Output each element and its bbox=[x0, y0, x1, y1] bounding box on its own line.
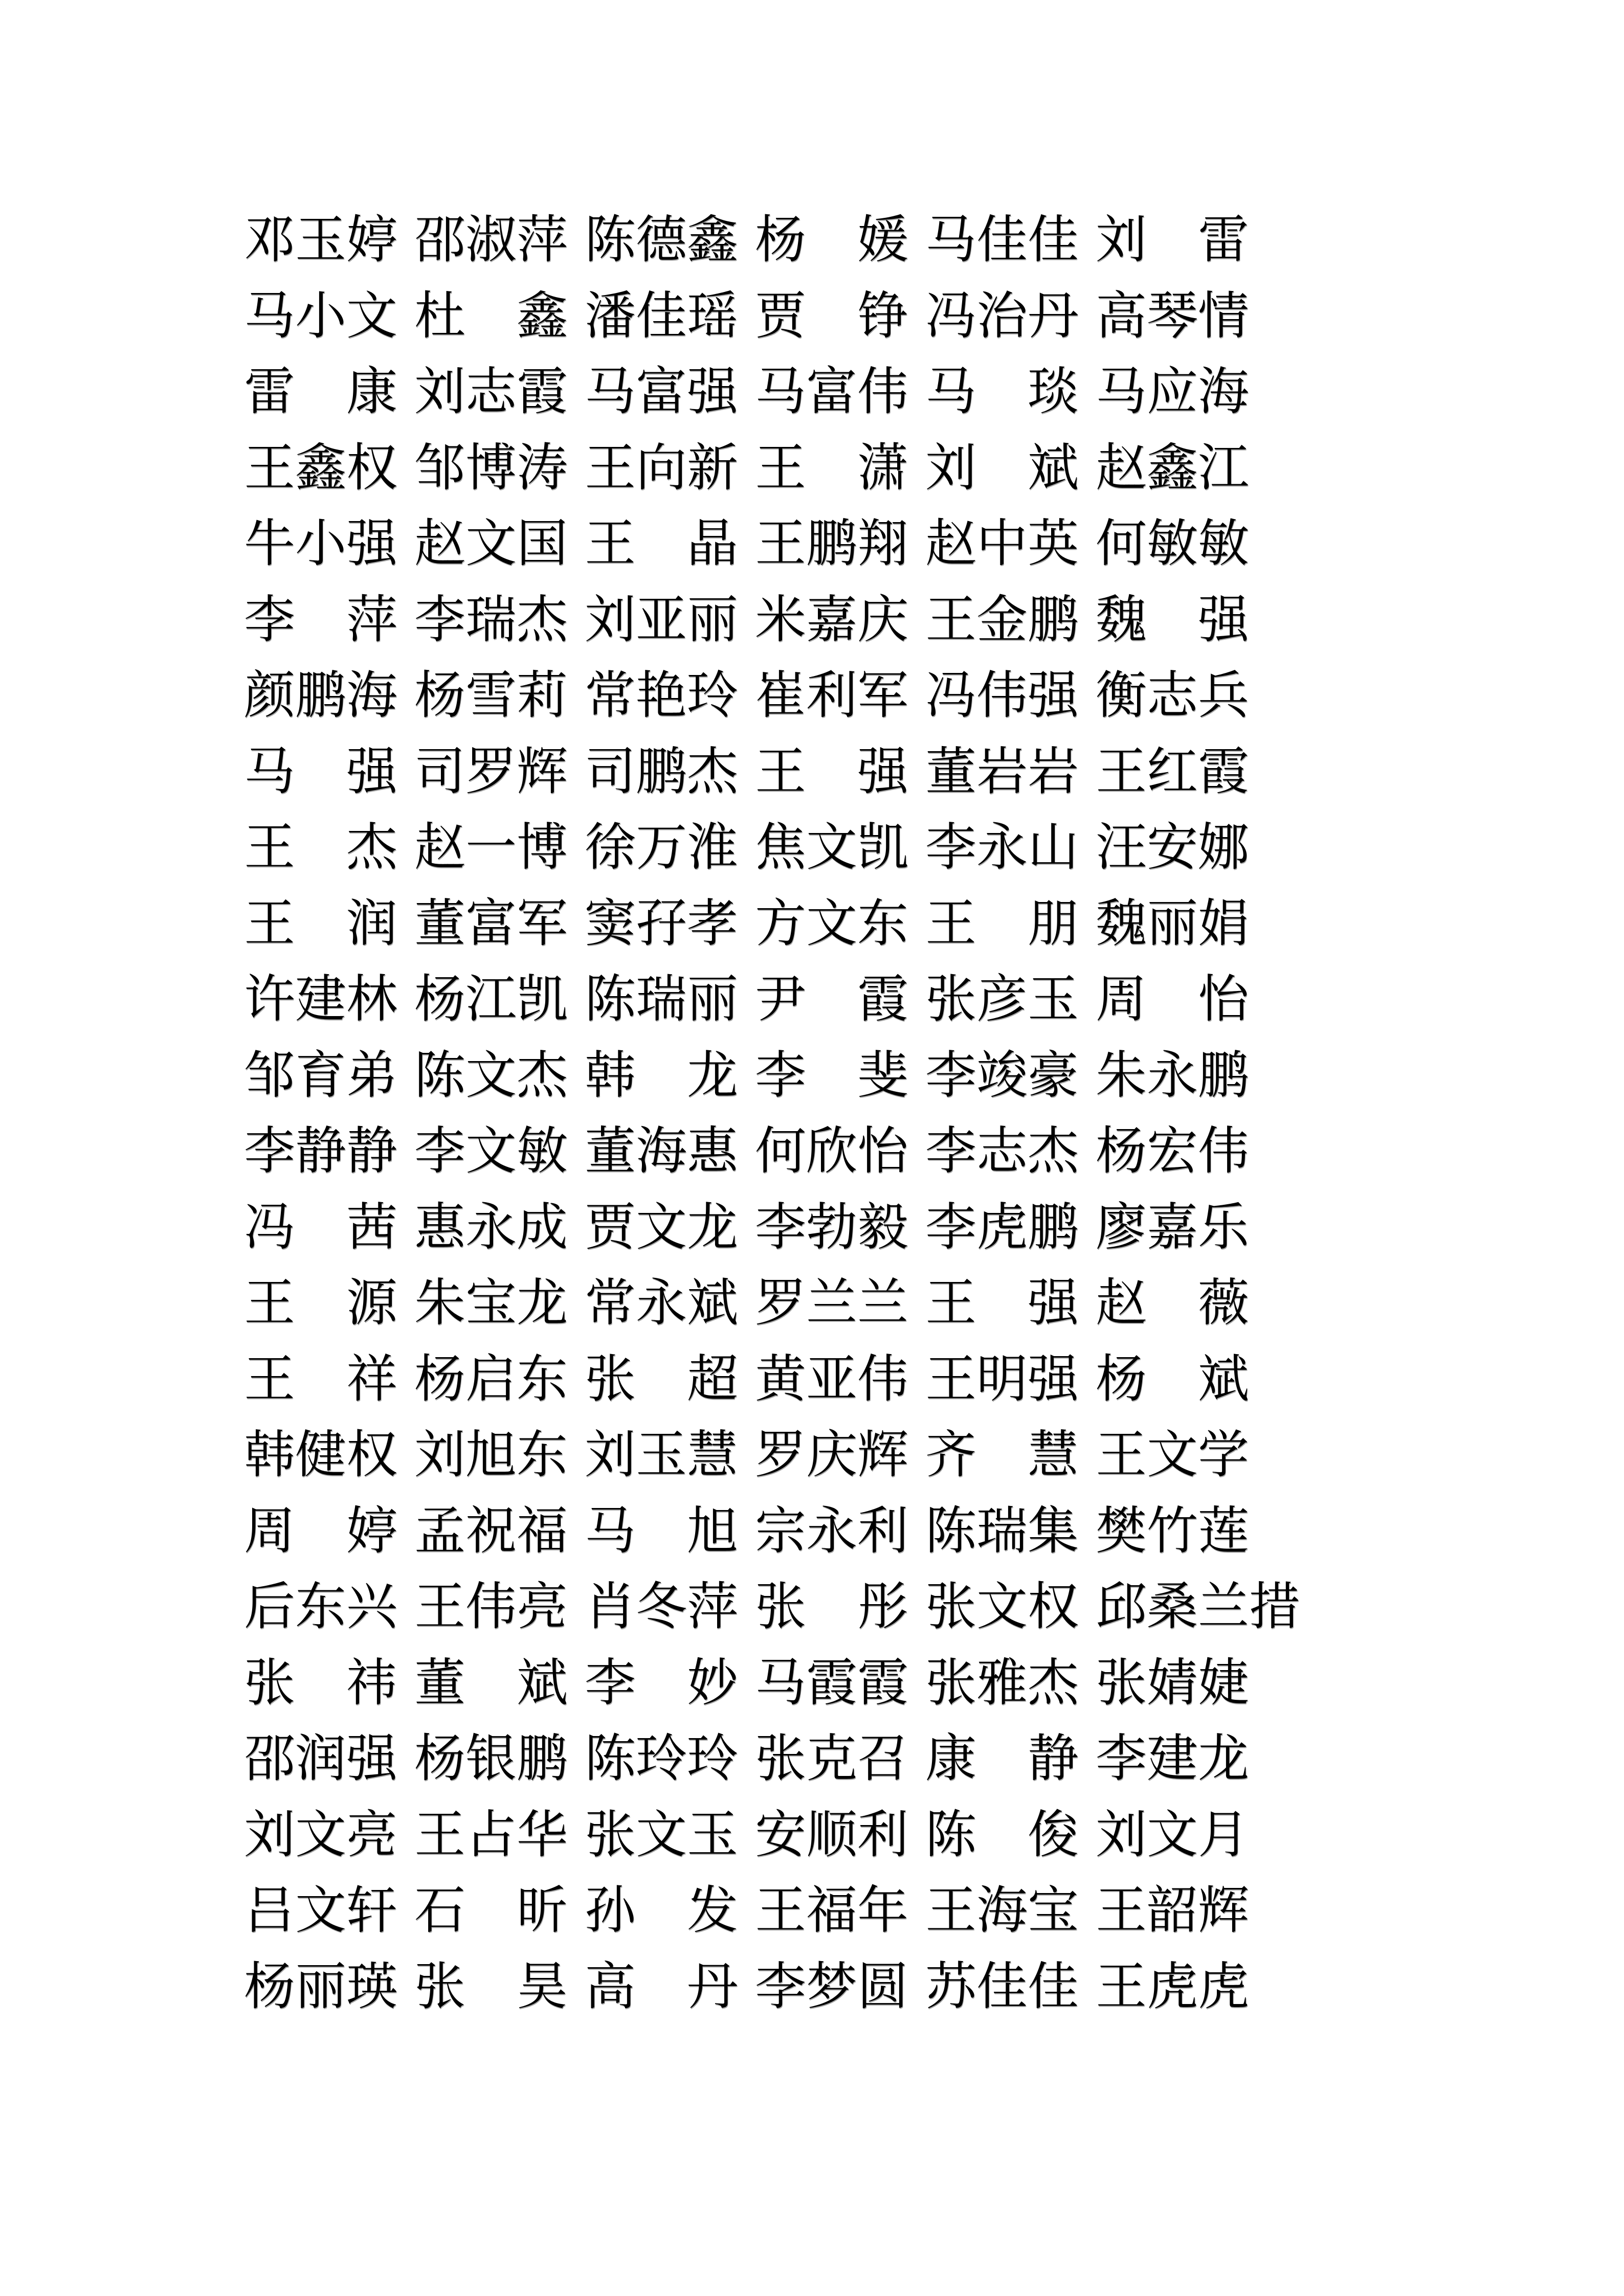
name-row bbox=[244, 1114, 1293, 1190]
person-name: 王 祥 bbox=[244, 1350, 397, 1408]
person-name: 周 婷 bbox=[244, 1502, 397, 1560]
name-row bbox=[244, 734, 1293, 811]
person-name: 惠永成 bbox=[414, 1199, 568, 1256]
person-name: 韩健权 bbox=[244, 1427, 397, 1484]
person-name: 崔利军 bbox=[755, 667, 908, 725]
person-name: 邹育弟 bbox=[244, 1047, 397, 1104]
person-name: 杨 媛 bbox=[755, 212, 908, 269]
person-name: 高琴情 bbox=[1096, 287, 1249, 345]
name-row bbox=[244, 279, 1293, 355]
person-name: 方文东 bbox=[755, 895, 908, 952]
name-row bbox=[244, 1417, 1293, 1494]
person-name: 高 丹 bbox=[585, 1958, 738, 2015]
person-name: 李志杰 bbox=[925, 1123, 1079, 1180]
person-name: 安顺利 bbox=[755, 1806, 908, 1863]
person-name: 马 旭 bbox=[585, 1502, 738, 1560]
person-name: 孟祝福 bbox=[414, 1502, 568, 1560]
person-name: 王占华 bbox=[414, 1806, 568, 1863]
person-name: 樊竹莲 bbox=[1096, 1502, 1249, 1560]
name-row bbox=[244, 431, 1293, 507]
name-row bbox=[244, 1569, 1300, 1646]
person-name: 刘亚丽 bbox=[585, 591, 738, 648]
person-name: 赵文国 bbox=[414, 515, 568, 573]
person-name: 王明强 bbox=[925, 1350, 1079, 1408]
person-name: 康 静 bbox=[925, 1730, 1079, 1788]
person-name: 王红霞 bbox=[1096, 743, 1249, 800]
person-name: 司鹏杰 bbox=[585, 743, 738, 800]
person-name: 李 妙 bbox=[585, 1654, 738, 1712]
person-name: 马富伟 bbox=[755, 364, 908, 421]
person-name: 徐万淮 bbox=[585, 819, 738, 876]
name-row bbox=[244, 1797, 1293, 1874]
person-name: 王鹏翔 bbox=[755, 515, 908, 573]
name-row bbox=[244, 582, 1293, 659]
name-row bbox=[244, 658, 1293, 734]
name-row bbox=[244, 1494, 1293, 1570]
person-name: 王 杰 bbox=[244, 819, 397, 876]
person-name: 刘 雷 bbox=[1096, 212, 1249, 269]
name-row bbox=[244, 1266, 1293, 1342]
person-name: 杨宏伟 bbox=[1096, 1123, 1249, 1180]
person-name: 李 斐 bbox=[755, 1047, 908, 1104]
person-name: 周 怡 bbox=[1096, 971, 1249, 1028]
person-name: 尹 霞 bbox=[755, 971, 908, 1028]
person-name: 王 晶 bbox=[585, 515, 738, 573]
person-name: 马霞霞 bbox=[755, 1654, 908, 1712]
name-row bbox=[244, 202, 1293, 279]
person-name: 赵中英 bbox=[925, 515, 1079, 573]
person-name: 肖冬萍 bbox=[585, 1579, 738, 1636]
person-name: 董岩岩 bbox=[925, 743, 1079, 800]
person-name: 黄亚伟 bbox=[755, 1350, 908, 1408]
person-name: 李梦圆 bbox=[755, 1958, 908, 2015]
person-name: 后东兴 bbox=[244, 1579, 397, 1636]
person-name: 牛小强 bbox=[244, 515, 397, 573]
person-name: 王 强 bbox=[755, 743, 908, 800]
person-name: 潘佳瑶 bbox=[585, 287, 738, 345]
person-name: 罗兰兰 bbox=[755, 1275, 908, 1332]
person-name: 雷 康 bbox=[244, 364, 397, 421]
person-name: 董海惠 bbox=[585, 1123, 738, 1180]
person-name: 李文敏 bbox=[414, 1123, 568, 1180]
person-name: 陈 俊 bbox=[925, 1806, 1079, 1863]
person-name: 颜鹏海 bbox=[244, 667, 397, 725]
person-name: 杨雪莉 bbox=[414, 667, 568, 725]
person-name: 陈文杰 bbox=[414, 1047, 568, 1104]
person-name: 陈玲玲 bbox=[585, 1730, 738, 1788]
person-name: 马应海 bbox=[1096, 364, 1249, 421]
person-name: 王 源 bbox=[244, 1275, 397, 1332]
person-name: 刘志霞 bbox=[414, 364, 568, 421]
person-name: 司罗辉 bbox=[414, 743, 568, 800]
person-name: 韩 龙 bbox=[585, 1047, 738, 1104]
person-name: 王韶辉 bbox=[1096, 1882, 1249, 1940]
person-name: 邵润强 bbox=[244, 1730, 397, 1788]
name-row bbox=[244, 1646, 1293, 1722]
person-name: 常永斌 bbox=[585, 1275, 738, 1332]
person-name: 杨 斌 bbox=[1096, 1350, 1249, 1408]
person-name: 苏佳佳 bbox=[925, 1958, 1079, 2015]
person-name: 李勃毅 bbox=[755, 1199, 908, 1256]
person-name: 马佳佳 bbox=[925, 212, 1079, 269]
person-name: 马 琰 bbox=[925, 364, 1079, 421]
person-name: 陈瑞丽 bbox=[585, 971, 738, 1028]
person-name: 刘旭东 bbox=[414, 1427, 568, 1484]
person-name: 廖嘉乐 bbox=[1096, 1199, 1249, 1256]
person-name: 邓玉婷 bbox=[244, 212, 397, 269]
person-name: 米嘉庆 bbox=[755, 591, 908, 648]
person-name: 衡志兵 bbox=[1096, 667, 1249, 725]
person-name: 齐 慧 bbox=[925, 1427, 1079, 1484]
person-name: 张 彤 bbox=[755, 1579, 908, 1636]
person-name: 董富军 bbox=[414, 895, 568, 952]
person-name: 许建林 bbox=[244, 971, 397, 1028]
person-name: 赵一博 bbox=[414, 819, 568, 876]
person-name: 马 强 bbox=[244, 743, 397, 800]
name-row bbox=[244, 810, 1293, 886]
person-name: 张文玉 bbox=[585, 1806, 738, 1863]
person-name: 赵 薇 bbox=[1096, 1275, 1249, 1332]
person-name: 魏 强 bbox=[1096, 591, 1249, 648]
person-name: 杨启东 bbox=[414, 1350, 568, 1408]
person-name: 张 超 bbox=[585, 1350, 738, 1408]
name-row bbox=[244, 1873, 1293, 1949]
person-name: 刘文亮 bbox=[244, 1806, 397, 1863]
person-name: 王 潇 bbox=[755, 439, 908, 497]
name-row bbox=[244, 1190, 1293, 1266]
name-row bbox=[244, 962, 1293, 1038]
person-name: 石 昕 bbox=[414, 1882, 568, 1940]
person-name: 马富强 bbox=[585, 364, 738, 421]
person-name: 邵淑萍 bbox=[414, 212, 568, 269]
person-name: 贾 铮 bbox=[755, 287, 908, 345]
person-name: 何敏敏 bbox=[1096, 515, 1249, 573]
person-name: 常艳玲 bbox=[585, 667, 738, 725]
person-name: 王福年 bbox=[755, 1882, 908, 1940]
person-name: 杜 鑫 bbox=[414, 287, 568, 345]
person-name: 李虎鹏 bbox=[925, 1199, 1079, 1256]
person-name: 杨江凯 bbox=[414, 971, 568, 1028]
person-name: 王 强 bbox=[925, 1275, 1079, 1332]
person-name: 贾文龙 bbox=[585, 1199, 738, 1256]
name-row bbox=[244, 1949, 1293, 2025]
person-name: 刘文月 bbox=[1096, 1806, 1249, 1863]
person-name: 王虎虎 bbox=[1096, 1958, 1249, 2015]
person-name: 杨丽瑛 bbox=[244, 1958, 397, 2015]
person-name: 李建龙 bbox=[1096, 1730, 1249, 1788]
person-name: 罗庆辉 bbox=[755, 1427, 908, 1484]
person-name: 朱永鹏 bbox=[1096, 1047, 1249, 1104]
person-name: 张雅杰 bbox=[925, 1654, 1079, 1712]
person-name: 李永山 bbox=[925, 819, 1079, 876]
person-name: 张婧婕 bbox=[1096, 1654, 1249, 1712]
person-name: 王向新 bbox=[585, 439, 738, 497]
person-name: 邱桑兰措 bbox=[1096, 1579, 1300, 1636]
person-name: 王海宝 bbox=[925, 1882, 1079, 1940]
person-name: 马小文 bbox=[244, 287, 397, 345]
person-name: 王 润 bbox=[244, 895, 397, 952]
person-name: 王 朋 bbox=[925, 895, 1079, 952]
person-name: 张克召 bbox=[755, 1730, 908, 1788]
person-name: 张彦玉 bbox=[925, 971, 1079, 1028]
name-row bbox=[244, 886, 1293, 962]
person-name: 冯伟强 bbox=[925, 667, 1079, 725]
person-name: 刘 斌 bbox=[925, 439, 1079, 497]
person-name: 宗永利 bbox=[755, 1502, 908, 1560]
person-name: 张 祎 bbox=[244, 1654, 397, 1712]
person-name: 王伟亮 bbox=[414, 1579, 568, 1636]
person-name: 冯治丹 bbox=[925, 287, 1079, 345]
person-name: 邹博涛 bbox=[414, 439, 568, 497]
person-name: 窦孖孝 bbox=[585, 895, 738, 952]
person-name: 王鑫权 bbox=[244, 439, 397, 497]
name-row bbox=[244, 506, 1293, 582]
person-name: 何欣怡 bbox=[755, 1123, 908, 1180]
person-name: 魏丽娟 bbox=[1096, 895, 1249, 952]
person-name: 孙 发 bbox=[585, 1882, 738, 1940]
person-name: 陈瑞集 bbox=[925, 1502, 1079, 1560]
person-name: 李静静 bbox=[244, 1123, 397, 1180]
person-name: 朱宝龙 bbox=[414, 1275, 568, 1332]
person-name: 李瑞杰 bbox=[414, 591, 568, 648]
person-name: 李 萍 bbox=[244, 591, 397, 648]
name-grid bbox=[244, 202, 1300, 2025]
person-name: 张 昊 bbox=[414, 1958, 568, 2015]
person-name: 汪安娜 bbox=[1096, 819, 1249, 876]
person-name: 王金鹏 bbox=[925, 591, 1079, 648]
name-row bbox=[244, 1342, 1293, 1418]
person-name: 陈德鑫 bbox=[585, 212, 738, 269]
person-name: 李竣豪 bbox=[925, 1047, 1079, 1104]
name-row bbox=[244, 1721, 1293, 1797]
person-name: 杨银鹏 bbox=[414, 1730, 568, 1788]
name-row bbox=[244, 1038, 1293, 1114]
person-name: 刘玉慧 bbox=[585, 1427, 738, 1484]
person-name: 王文学 bbox=[1096, 1427, 1249, 1484]
person-name: 张文权 bbox=[925, 1579, 1079, 1636]
name-row bbox=[244, 354, 1293, 431]
person-name: 赵鑫江 bbox=[1096, 439, 1249, 497]
person-name: 冯 茜 bbox=[244, 1199, 397, 1256]
person-name: 吕文轩 bbox=[244, 1882, 397, 1940]
person-name: 焦文凯 bbox=[755, 819, 908, 876]
person-name: 董 斌 bbox=[414, 1654, 568, 1712]
